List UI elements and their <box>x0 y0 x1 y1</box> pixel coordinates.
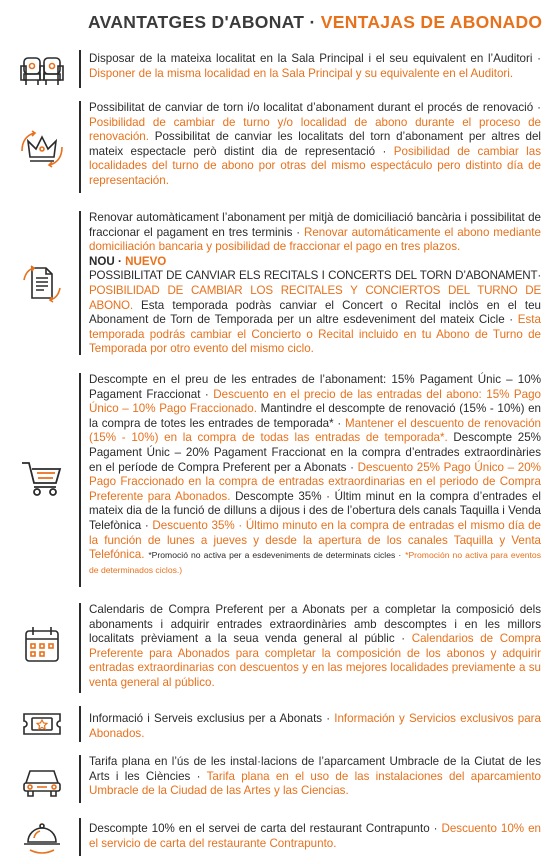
car-icon <box>20 757 64 801</box>
benefit-text: Tarifa plana en l’ús de les instal·lacions de l’aparcament Umbracle de la Ciutat de les Arts i les Ciències · Tarifa plana en el uso de las instalaciones del aparcamiento Umbracle de la Ciudad de las Artes y las Ciencias. <box>89 755 542 798</box>
divider <box>79 603 81 693</box>
benefit-text: Descompte 10% en el servei de carta del restaurant Contrapunto · Descuento 10% en el servicio de carta del restaurante Contrapunto. <box>89 822 541 850</box>
benefit-text: Calendaris de Compra Preferent per a Abonats per a completar la composició dels abonaments i adquirir entrades extraordinàries amb descomptes i en les millors localitats prèviament a la seua venda general al públic · Calendarios de Compra Preferente para Abonados para completar la composición de los abonos y adquirir entradas extraordinarias con descuentos y en las mejores localidades previamente a su venta general al público. <box>89 603 541 689</box>
page-title <box>88 12 542 33</box>
food-cloche-icon <box>20 816 64 860</box>
benefit-change-turn <box>0 97 557 197</box>
benefit-text: Informació i Serveis exclusius per a Abonats · Información y Servicios exclusivos para Abonados. <box>89 712 541 740</box>
benefit-seats <box>0 46 557 92</box>
ticket-star-icon <box>20 702 64 746</box>
crown-swap-icon <box>20 127 64 171</box>
shopping-cart-icon <box>20 455 64 499</box>
divider <box>79 755 81 803</box>
benefit-parking <box>0 751 557 807</box>
benefit-info-services <box>0 702 557 746</box>
calendar-icon <box>20 623 64 667</box>
benefit-text: Possibilitat de canviar de torn i/o localitat d’abonament durant el procés de renovació · Posibilidad de cambiar de turno y/o localidad de abono durante el proceso de renovación. Possibilitat de canviar les localitats del torn d’abonament per altres del mateix espectacle però distint dia de representació · Posibilidad de cambiar las localidades del turno de abono por otras del mismo espectáculo pero distinto día de representación. <box>89 101 541 187</box>
divider <box>79 50 81 88</box>
divider <box>79 101 81 193</box>
benefit-restaurant <box>0 814 557 860</box>
document-renew-icon <box>20 262 64 306</box>
benefit-auto-renew <box>0 207 557 359</box>
divider <box>79 818 81 856</box>
benefit-text: Disposar de la mateixa localitat en la Sala Principal i el seu equivalent en l’Auditori · Disponer de la misma localidad en la Sala Principal y su equivalente en el Auditori. <box>89 52 541 80</box>
divider <box>79 706 81 742</box>
divider <box>79 373 81 587</box>
benefit-text: Descompte en el preu de les entrades de l’abonament: 15% Pagament Únic – 10% Pagament Fraccionat · Descuento en el precio de las entradas del abono: 15% Pago Único – 10% Pago Fraccionado. Mantindre el descompte de renovació (15% - 10%) en la compra de totes les entrades de temporada* · Mantener el descuento de renovación (15% - 10%) en la compra de todas las entradas de temporada*. Descompte 25% Pagament Únic – 20% Pagament Fraccionat en la compra d’entrades extraordinàries en el període de Compra Preferent per a Abonats · Descuento 25% Pago Único – 20% Pago Fraccionado en la compra de entradas extraordinarias en el periodo de Compra Preferente para Abonados. Descompte 35% · Últim minut en la compra d’entrades el mateix dia de la funció de dilluns a dijous i des de l’obertura dels canals Taquilla i Venda Telefònica · Descuento 35% · Último minuto en la compra de entradas el mismo día de la función de lunes a jueves y desde la apertura de los canales Taquilla y Venta Telefónica. *Promoció no activa per a esdeveniments de determinats cicles · *Promoción no activa para eventos de determinados ciclos.) <box>89 373 542 575</box>
title-es: VENTAJAS DE ABONADO <box>320 12 543 32</box>
benefit-discounts <box>0 369 557 591</box>
title-separator: · <box>309 12 316 32</box>
divider <box>79 211 81 355</box>
benefit-text: Renovar automàticament l’abonament per mitjà de domiciliació bancària i possibilitat de fraccionar el pagament en tres terminis · Renovar automáticamente el abono mediante domiciliación bancaria y posibilidad de fraccionar el pago en tres plazos. NOU · NUEVO POSSIBILITAT DE CANVIAR ELS RECITALS I CONCERTS DEL TORN D’ABONAMENT· POSIBILIDAD DE CAMBIAR LOS RECITALES Y CONCIERTOS DEL TURNO DE ABONO. Esta temporada podràs canviar el Concert o Recital inclòs en el teu Abonament de Torn de Temporada per un altre esdeveniment del mateix Cicle · Esta temporada podrás cambiar el Concierto o Recital incluido en tu Abono de Turno de Temporada por otro evento del mismo ciclo. <box>89 211 541 356</box>
theater-seats-icon <box>20 48 64 92</box>
benefit-preferred-calendar <box>0 599 557 697</box>
title-ca: AVANTATGES D'ABONAT <box>88 12 305 32</box>
